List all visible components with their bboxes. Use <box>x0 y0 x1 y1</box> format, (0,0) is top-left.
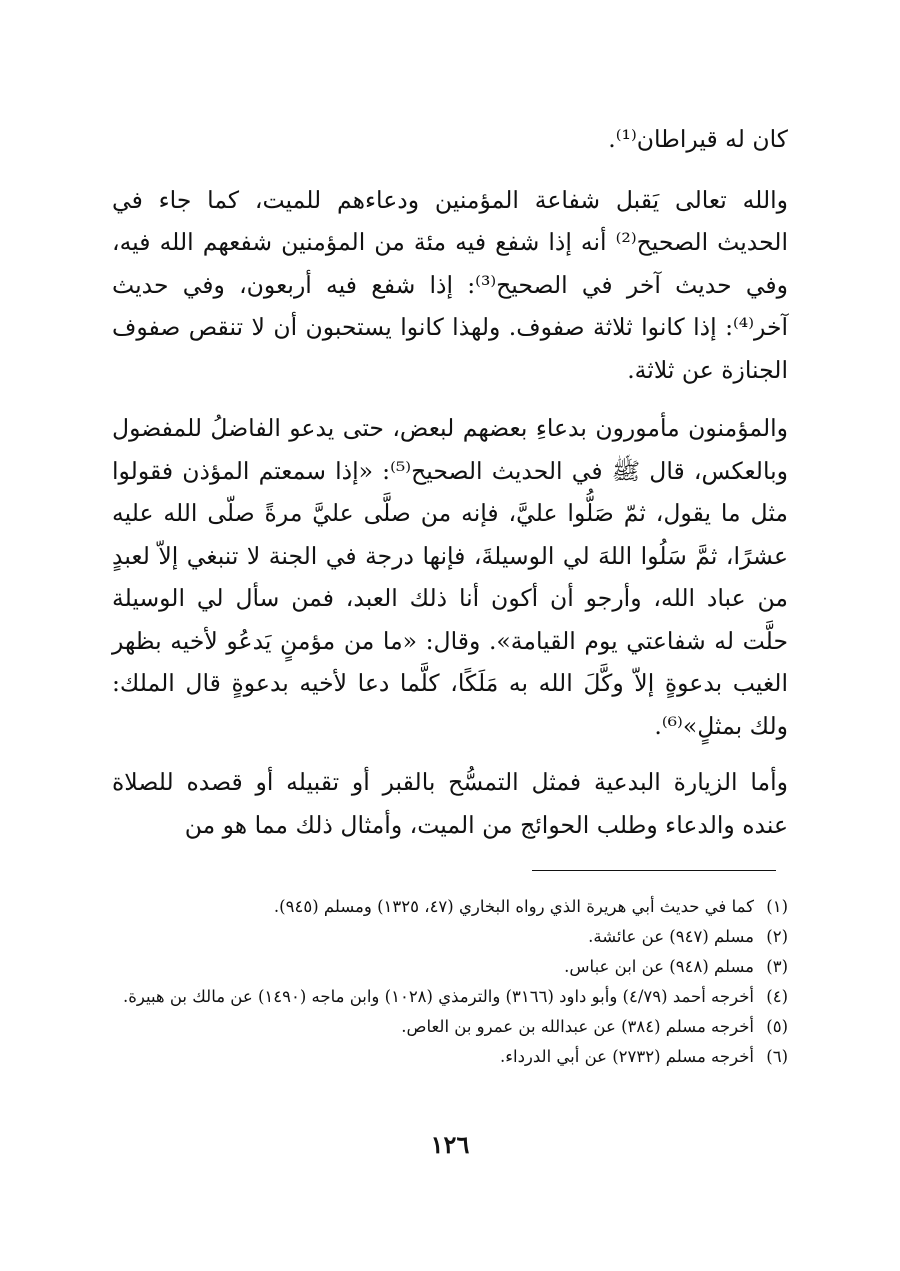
footnote-number: (٦) <box>766 1047 788 1066</box>
footnote-item <box>112 1012 788 1042</box>
footnote-text: أخرجه أحمد (٤/٧٩) وأبو داود (٣١٦٦) والترمذي (١٠٢٨) وابن ماجه (١٤٩٠) عن مالك بن هبيرة. <box>122 987 754 1006</box>
footnotes-list <box>112 892 788 1072</box>
paragraph-1: كان له قيراطان⁽¹⁾. <box>608 125 788 153</box>
footnote-number: (٢) <box>766 927 788 946</box>
main-text <box>112 118 788 846</box>
footnote-item <box>112 952 788 982</box>
footnote-text: أخرجه مسلم (٣٨٤) عن عبدالله بن عمرو بن العاص. <box>401 1017 754 1036</box>
paragraph-3: والمؤمنون مأمورون بدعاءِ بعضهم لبعض، حتى يدعو الفاضلُ للمفضول وبالعكس، قال ﷺ في الحديث الصحيح⁽⁵⁾: «إذا سمعتم المؤذن فقولوا مثل ما يقول، ثمّ صَلُّوا عليَّ، فإنه من صلَّى عليَّ مرةً صلّى الله عليه عشرًا، ثمَّ سَلُوا اللهَ لي الوسيلةَ، فإنها درجة في الجنة لا تنبغي إلاّ لعبدٍ من عباد الله، وأرجو أن أكون أنا ذلك العبد، فمن سأل لي الوسيلة حلَّت له شفاعتي يوم القيامة». وقال: «ما من مؤمنٍ يَدعُو لأخيه بظهر الغيب بدعوةٍ إلاّ وكَّلَ الله به مَلَكًا، كلَّما دعا لأخيه بدعوةٍ قال الملك: ولك بمثلٍ»⁽⁶⁾. <box>112 414 788 740</box>
page-number: ١٢٦ <box>430 1130 470 1159</box>
footnote-number: (١) <box>766 897 788 916</box>
footnote-text: مسلم (٩٤٧) عن عائشة. <box>588 927 754 946</box>
paragraph-4: وأما الزيارة البدعية فمثل التمسُّح بالقبر أو تقبيله أو قصده للصلاة عنده والدعاء وطلب الحوائج من الميت، وأمثال ذلك مما هو من <box>112 768 788 839</box>
footnote-number: (٥) <box>766 1017 788 1036</box>
footnote-item <box>112 922 788 952</box>
footnote-item <box>112 982 788 1012</box>
footnote-text: مسلم (٩٤٨) عن ابن عباس. <box>564 957 754 976</box>
footnote-number: (٤) <box>766 987 788 1006</box>
paragraph-2: والله تعالى يَقبل شفاعة المؤمنين ودعاءهم للميت، كما جاء في الحديث الصحيح⁽²⁾ أنه إذا شفع فيه مئة من المؤمنين شفعهم الله فيه، وفي حديث آخر في الصحيح⁽³⁾: إذا شفع فيه أربعون، وفي حديث آخر⁽⁴⁾: إذا كانوا ثلاثة صفوف. ولهذا كانوا يستحبون أن لا تنقص صفوف الجنازة عن ثلاثة. <box>112 185 788 384</box>
footnote-number: (٣) <box>766 957 788 976</box>
footnote-item <box>112 892 788 922</box>
footnote-text: كما في حديث أبي هريرة الذي رواه البخاري (٤٧، ١٣٢٥) ومسلم (٩٤٥). <box>273 897 754 916</box>
footnote-separator <box>532 870 776 871</box>
footnote-item <box>112 1042 788 1072</box>
footnote-text: أخرجه مسلم (٢٧٣٢) عن أبي الدرداء. <box>499 1047 754 1066</box>
